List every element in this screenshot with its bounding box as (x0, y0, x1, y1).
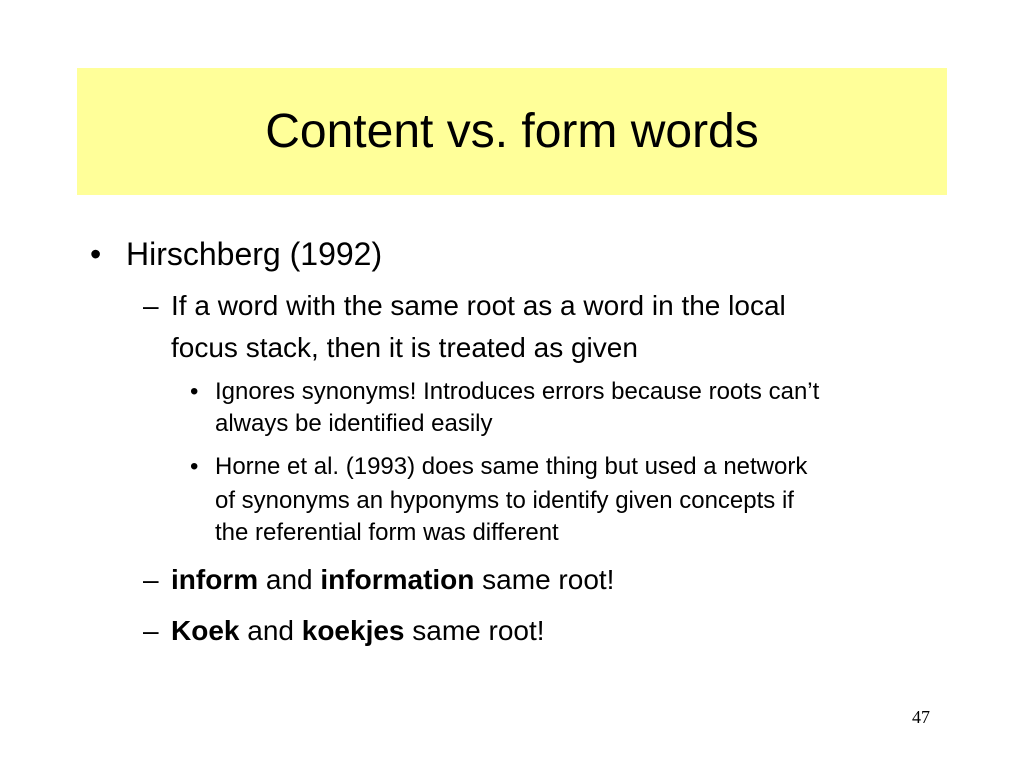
sub-sub-bullet-line: always be identified easily (215, 410, 493, 437)
bold-term: inform (171, 564, 259, 595)
sub-bullet-line (171, 614, 545, 648)
title-banner (77, 68, 947, 195)
sub-bullet-line: focus stack, then it is treated as given (171, 332, 638, 363)
dash-icon: – (143, 615, 159, 646)
sub-sub-bullet-line: of synonyms an hyponyms to identify given concepts if (215, 487, 794, 514)
connector-text: and (258, 564, 321, 595)
page-number: 47 (912, 707, 930, 727)
sub-sub-bullet-line: Horne et al. (1993) does same thing but used a network (215, 453, 808, 480)
bold-term: Koek (171, 615, 240, 646)
sub-sub-bullet-line: Ignores synonyms! Introduces errors because roots can’t (215, 378, 820, 405)
sub-sub-bullet-line: the referential form was different (215, 519, 559, 546)
sub-bullet-line: If a word with the same root as a word in the local (171, 290, 786, 321)
trailing-text: same root! (474, 564, 615, 595)
bullet-dot-icon: • (90, 236, 102, 272)
bullet-text: Hirschberg (1992) (126, 236, 383, 272)
sub-bullet-line (171, 563, 614, 597)
bullet-dot-icon: • (190, 378, 199, 405)
trailing-text: same root! (404, 615, 545, 646)
dash-icon: – (143, 564, 159, 595)
connector-text: and (239, 615, 302, 646)
bold-term: information (320, 564, 475, 595)
bullet-dot-icon: • (190, 453, 199, 480)
dash-icon: – (143, 290, 159, 321)
bold-term: koekjes (301, 615, 405, 646)
slide-title: Content vs. form words (265, 104, 759, 158)
